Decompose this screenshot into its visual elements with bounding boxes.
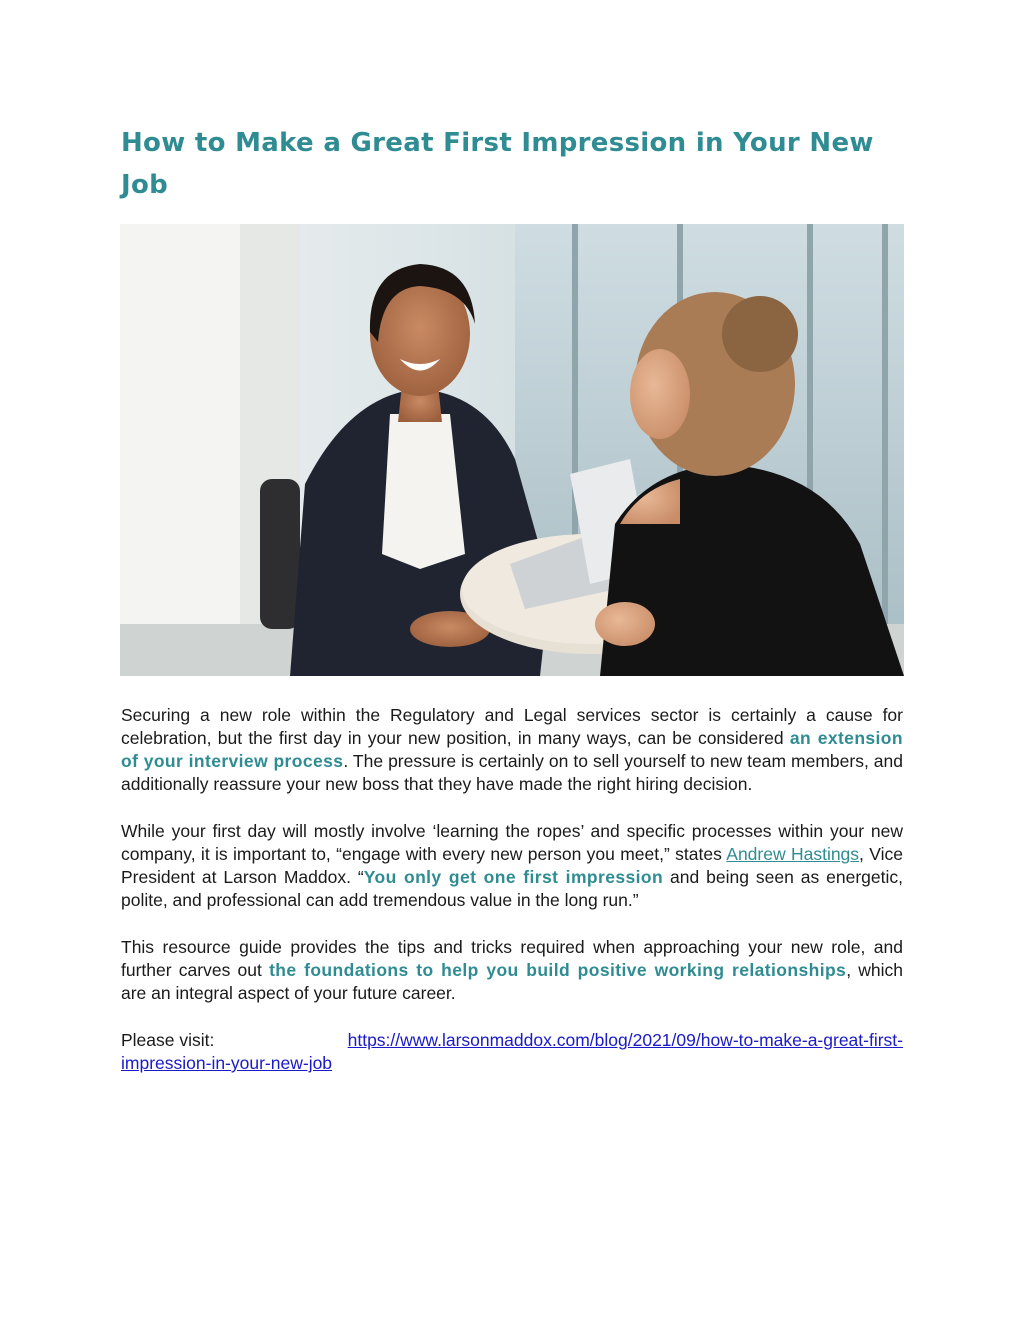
highlight-first-impression: You only get one first impression — [363, 867, 664, 887]
highlight-foundations: the foundations to help you build positive working relationships — [269, 960, 847, 980]
paragraph-3-text-end: , which are an integral aspect of your future career. — [121, 960, 903, 1003]
paragraph-3 — [121, 936, 903, 1005]
article-url-link[interactable]: https://www.larsonmaddox.com/blog/2021/09/how-to-make-a-great-first- — [347, 1030, 903, 1050]
paragraph-3-text: This resource guide provides the tips and tricks required when approaching your new role, and further carves out — [121, 937, 903, 980]
paragraph-1 — [121, 704, 903, 796]
page-title: How to Make a Great First Impression in Your New Job — [121, 128, 874, 200]
paragraph-2-text-mid: , Vice President at Larson Maddox. “ — [121, 844, 903, 887]
highlight-interview-process: an extension of your interview process — [121, 728, 903, 771]
paragraph-1-text-end: . The pressure is certainly on to sell yourself to new team members, and additionally reassure your new boss that they have made the right hiring decision. — [121, 751, 903, 794]
paragraph-2-text-end: and being seen as energetic, polite, and professional can add tremendous value in the long run.” — [121, 867, 903, 910]
article-body — [121, 704, 903, 1075]
paragraph-2 — [121, 820, 903, 912]
hero-photo — [120, 224, 904, 676]
paragraph-2-text: While your first day will mostly involve ‘learning the ropes’ and specific processes within your new company, it is important to, “engage with every new person you meet,” states — [121, 821, 903, 864]
visit-label: Please visit: — [121, 1030, 215, 1050]
visit-block — [121, 1029, 903, 1075]
paragraph-1-text: Securing a new role within the Regulatory and Legal services sector is certainly a cause for celebration, but the first day in your new position, in many ways, can be considered — [121, 705, 903, 748]
andrew-hastings-link[interactable]: Andrew Hastings — [726, 844, 860, 864]
article-url-link-continued[interactable]: impression-in-your-new-job — [121, 1053, 333, 1073]
